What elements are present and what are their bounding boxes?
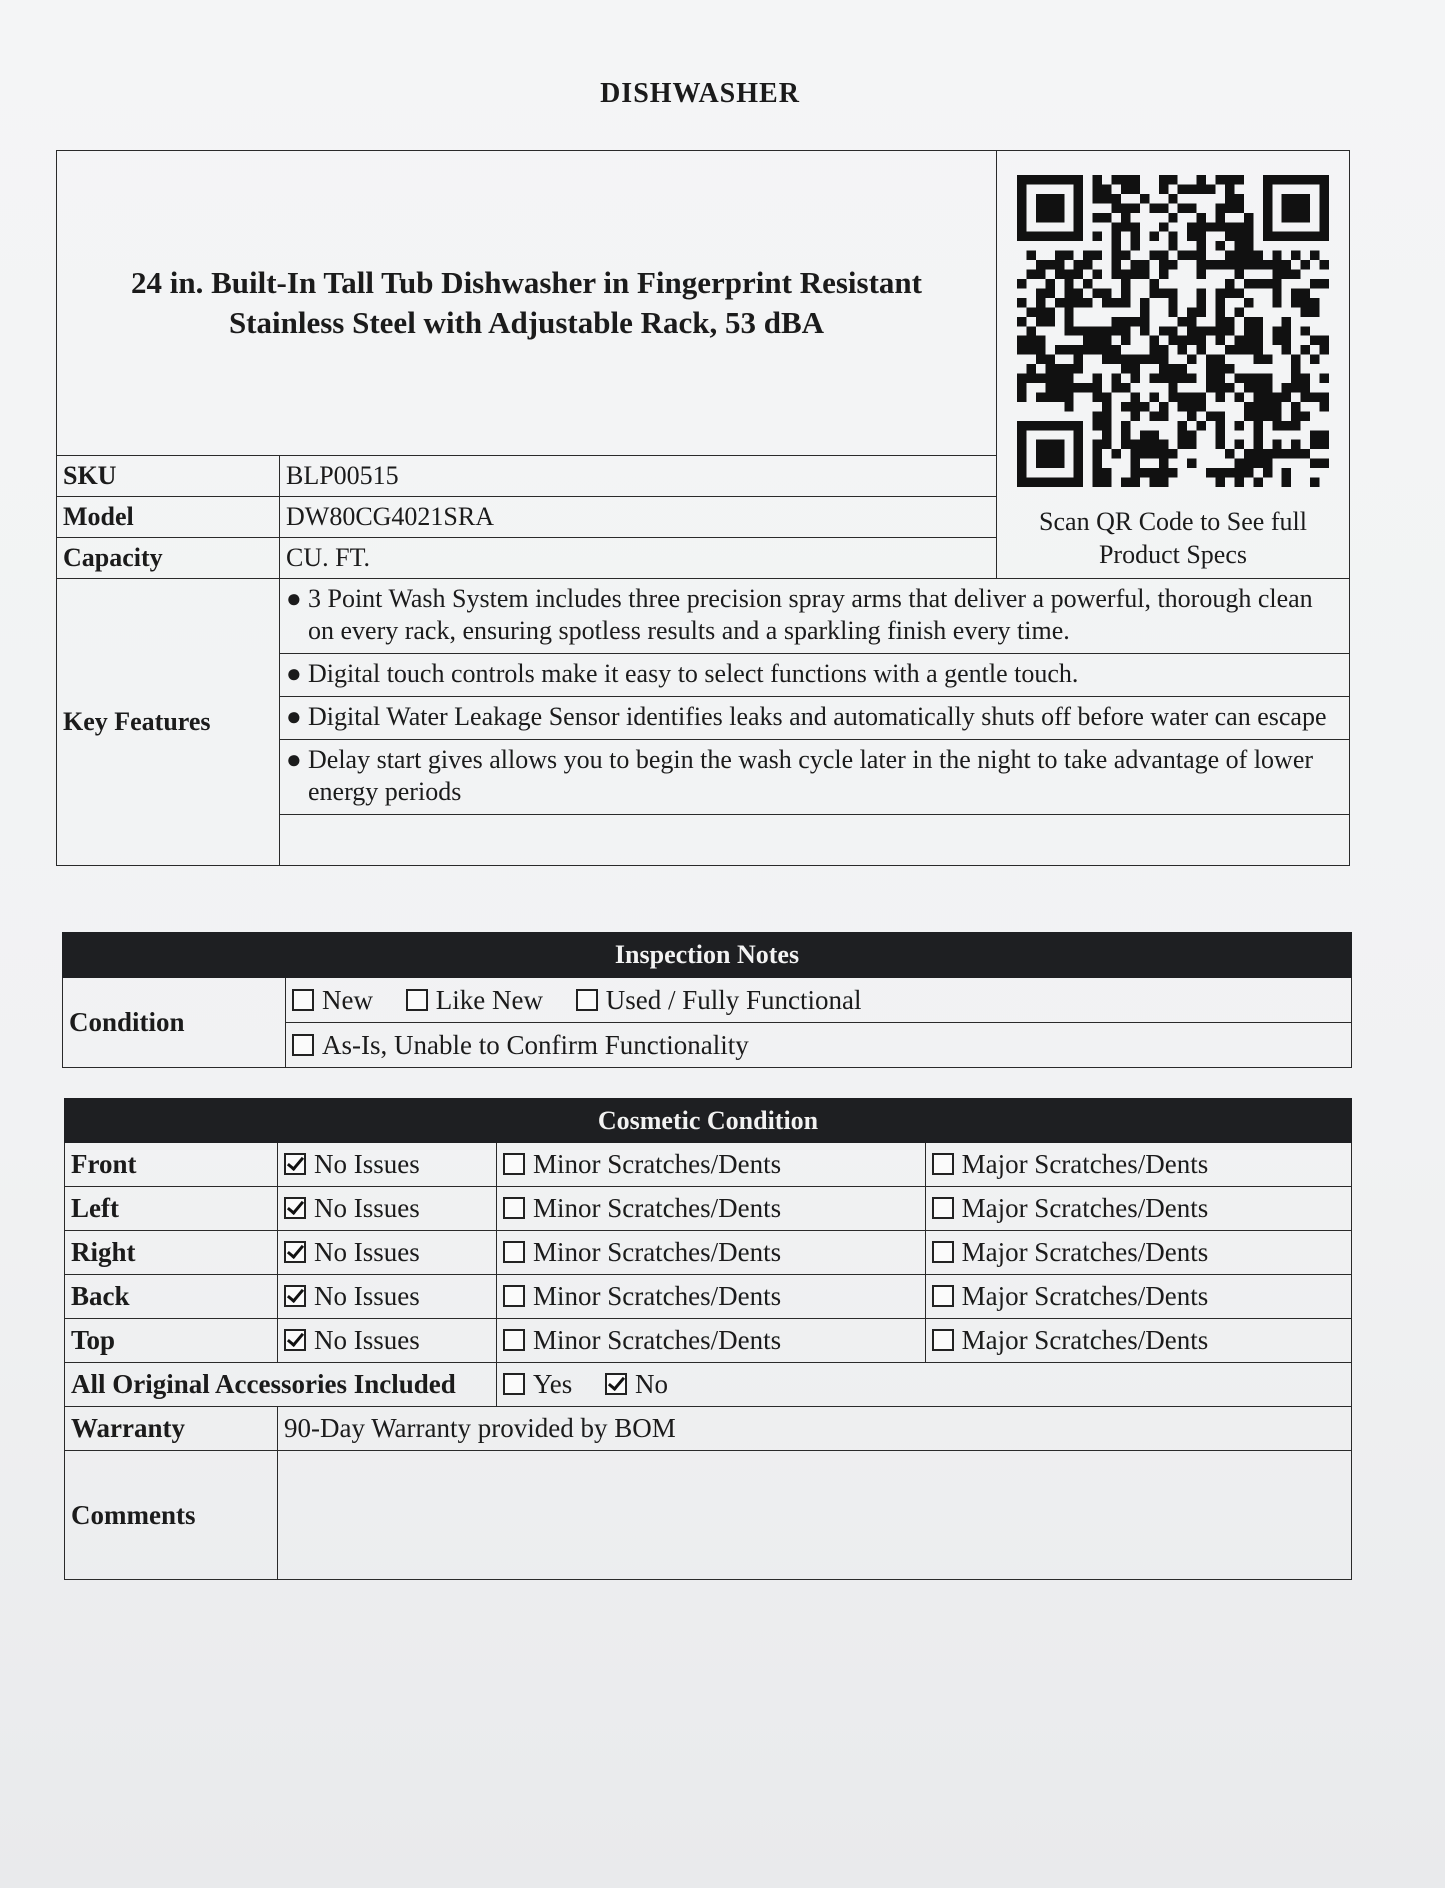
minor-scratches-option[interactable] (496, 1319, 925, 1363)
condition-option-used[interactable] (576, 985, 862, 1015)
checkbox-icon[interactable] (292, 1034, 314, 1056)
option-label: Used / Fully Functional (605, 984, 862, 1015)
sku-value: BLP00515 (280, 456, 997, 497)
accessories-no-option[interactable] (605, 1369, 668, 1399)
inspection-notes-table (62, 932, 1352, 1068)
minor-scratches-option[interactable] (496, 1187, 925, 1231)
option-label: Minor Scratches/Dents (532, 1281, 782, 1311)
checkbox-icon[interactable] (932, 1197, 954, 1219)
checkbox-icon[interactable] (503, 1197, 525, 1219)
condition-label: Condition (63, 978, 286, 1068)
feature-text: Digital touch controls make it easy to select functions with a gentle touch. (308, 659, 1079, 688)
cosmetic-condition-table (64, 1098, 1352, 1580)
no-issues-option[interactable] (278, 1143, 497, 1187)
condition-option-new[interactable] (292, 985, 373, 1015)
checkbox-icon[interactable] (932, 1241, 954, 1263)
major-scratches-option[interactable] (925, 1319, 1351, 1363)
checkbox-icon[interactable] (503, 1241, 525, 1263)
checkbox-icon[interactable] (932, 1329, 954, 1351)
feature-text: Digital Water Leakage Sensor identifies leaks and automatically shuts off before water can escape (308, 702, 1327, 731)
condition-option-as-is[interactable] (292, 1030, 749, 1060)
cosmetic-rows (65, 1143, 1352, 1363)
qr-caption: Scan QR Code to See full Product Specs (1039, 507, 1307, 569)
sku-label: SKU (57, 456, 280, 497)
feature-item (280, 740, 1349, 815)
bullet-icon: ● (286, 702, 302, 731)
checkbox-checked-icon[interactable] (284, 1153, 306, 1175)
accessories-yes-option[interactable] (503, 1369, 572, 1399)
condition-options-row-2 (286, 1023, 1352, 1068)
minor-scratches-option[interactable] (496, 1231, 925, 1275)
checkbox-icon[interactable] (503, 1153, 525, 1175)
bullet-icon: ● (286, 584, 302, 613)
checkbox-checked-icon[interactable] (605, 1373, 627, 1395)
option-label: As-Is, Unable to Confirm Functionality (322, 1029, 749, 1060)
option-label: Major Scratches/Dents (961, 1193, 1209, 1223)
cosmetic-row-back (65, 1275, 1352, 1319)
option-label: Minor Scratches/Dents (532, 1237, 782, 1267)
warranty-label: Warranty (65, 1407, 278, 1451)
product-info-table (56, 150, 1350, 866)
checkbox-icon[interactable] (406, 989, 428, 1011)
side-label: Front (65, 1143, 278, 1187)
feature-text: Delay start gives allows you to begin the wash cycle later in the night to take advantage of lower energy periods (308, 745, 1314, 806)
feature-text: 3 Point Wash System includes three precision spray arms that deliver a powerful, thorough clean on every rack, ensuring spotless results and a sparkling finish every time. (308, 584, 1313, 645)
feature-item (280, 697, 1349, 740)
cosmetic-row-front (65, 1143, 1352, 1187)
side-label: Back (65, 1275, 278, 1319)
key-features-list (280, 579, 1350, 866)
checkbox-checked-icon[interactable] (284, 1241, 306, 1263)
option-label: No (635, 1369, 668, 1399)
condition-option-like-new[interactable] (406, 985, 543, 1015)
warranty-value: 90-Day Warranty provided by BOM (278, 1407, 1352, 1451)
checkbox-icon[interactable] (292, 989, 314, 1011)
qr-code-icon[interactable] (1017, 175, 1329, 487)
key-features-label: Key Features (57, 579, 280, 866)
model-label: Model (57, 497, 280, 538)
option-label: No Issues (314, 1149, 420, 1179)
major-scratches-option[interactable] (925, 1231, 1351, 1275)
cosmetic-row-top (65, 1319, 1352, 1363)
minor-scratches-option[interactable] (496, 1275, 925, 1319)
side-label: Left (65, 1187, 278, 1231)
checkbox-icon[interactable] (503, 1285, 525, 1307)
feature-item (280, 579, 1349, 654)
no-issues-option[interactable] (278, 1319, 497, 1363)
feature-item (280, 654, 1349, 697)
bullet-icon: ● (286, 659, 302, 688)
no-issues-option[interactable] (278, 1275, 497, 1319)
checkbox-icon[interactable] (503, 1329, 525, 1351)
no-issues-option[interactable] (278, 1187, 497, 1231)
cosmetic-row-right (65, 1231, 1352, 1275)
option-label: Minor Scratches/Dents (532, 1149, 782, 1179)
option-label: Yes (532, 1369, 573, 1399)
option-label: Major Scratches/Dents (961, 1325, 1209, 1355)
checkbox-checked-icon[interactable] (284, 1285, 306, 1307)
page-title: DISHWASHER (600, 78, 800, 109)
cosmetic-condition-heading: Cosmetic Condition (65, 1099, 1352, 1143)
inspection-notes-heading: Inspection Notes (63, 933, 1352, 978)
option-label: No Issues (314, 1237, 420, 1267)
side-label: Right (65, 1231, 278, 1275)
major-scratches-option[interactable] (925, 1143, 1351, 1187)
option-label: Like New (435, 984, 543, 1015)
option-label: No Issues (314, 1193, 420, 1223)
checkbox-icon[interactable] (576, 989, 598, 1011)
major-scratches-option[interactable] (925, 1187, 1351, 1231)
no-issues-option[interactable] (278, 1231, 497, 1275)
option-label: Major Scratches/Dents (961, 1281, 1209, 1311)
option-label: Major Scratches/Dents (961, 1149, 1209, 1179)
option-label: No Issues (314, 1325, 420, 1355)
checkbox-icon[interactable] (503, 1373, 525, 1395)
checkbox-icon[interactable] (932, 1285, 954, 1307)
feature-item-empty (280, 815, 1349, 865)
option-label: New (322, 984, 373, 1015)
condition-options-row-1 (286, 978, 1352, 1023)
checkbox-icon[interactable] (932, 1153, 954, 1175)
product-name: 24 in. Built-In Tall Tub Dishwasher in Fingerprint Resistant Stainless Steel with Adjustable Rack, 53 dBA (57, 151, 997, 456)
minor-scratches-option[interactable] (496, 1143, 925, 1187)
accessories-label: All Original Accessories Included (65, 1363, 497, 1407)
option-label: Minor Scratches/Dents (532, 1193, 782, 1223)
major-scratches-option[interactable] (925, 1275, 1351, 1319)
option-label: Minor Scratches/Dents (532, 1325, 782, 1355)
capacity-value: CU. FT. (280, 538, 997, 579)
comments-label: Comments (65, 1451, 278, 1580)
capacity-label: Capacity (57, 538, 280, 579)
cosmetic-row-left (65, 1187, 1352, 1231)
qr-cell (997, 151, 1350, 579)
option-label: Major Scratches/Dents (961, 1237, 1209, 1267)
bullet-icon: ● (286, 745, 302, 774)
comments-field[interactable] (278, 1451, 1352, 1580)
model-value: DW80CG4021SRA (280, 497, 997, 538)
side-label: Top (65, 1319, 278, 1363)
checkbox-checked-icon[interactable] (284, 1197, 306, 1219)
checkbox-checked-icon[interactable] (284, 1329, 306, 1351)
accessories-options (496, 1363, 1351, 1407)
option-label: No Issues (314, 1281, 420, 1311)
